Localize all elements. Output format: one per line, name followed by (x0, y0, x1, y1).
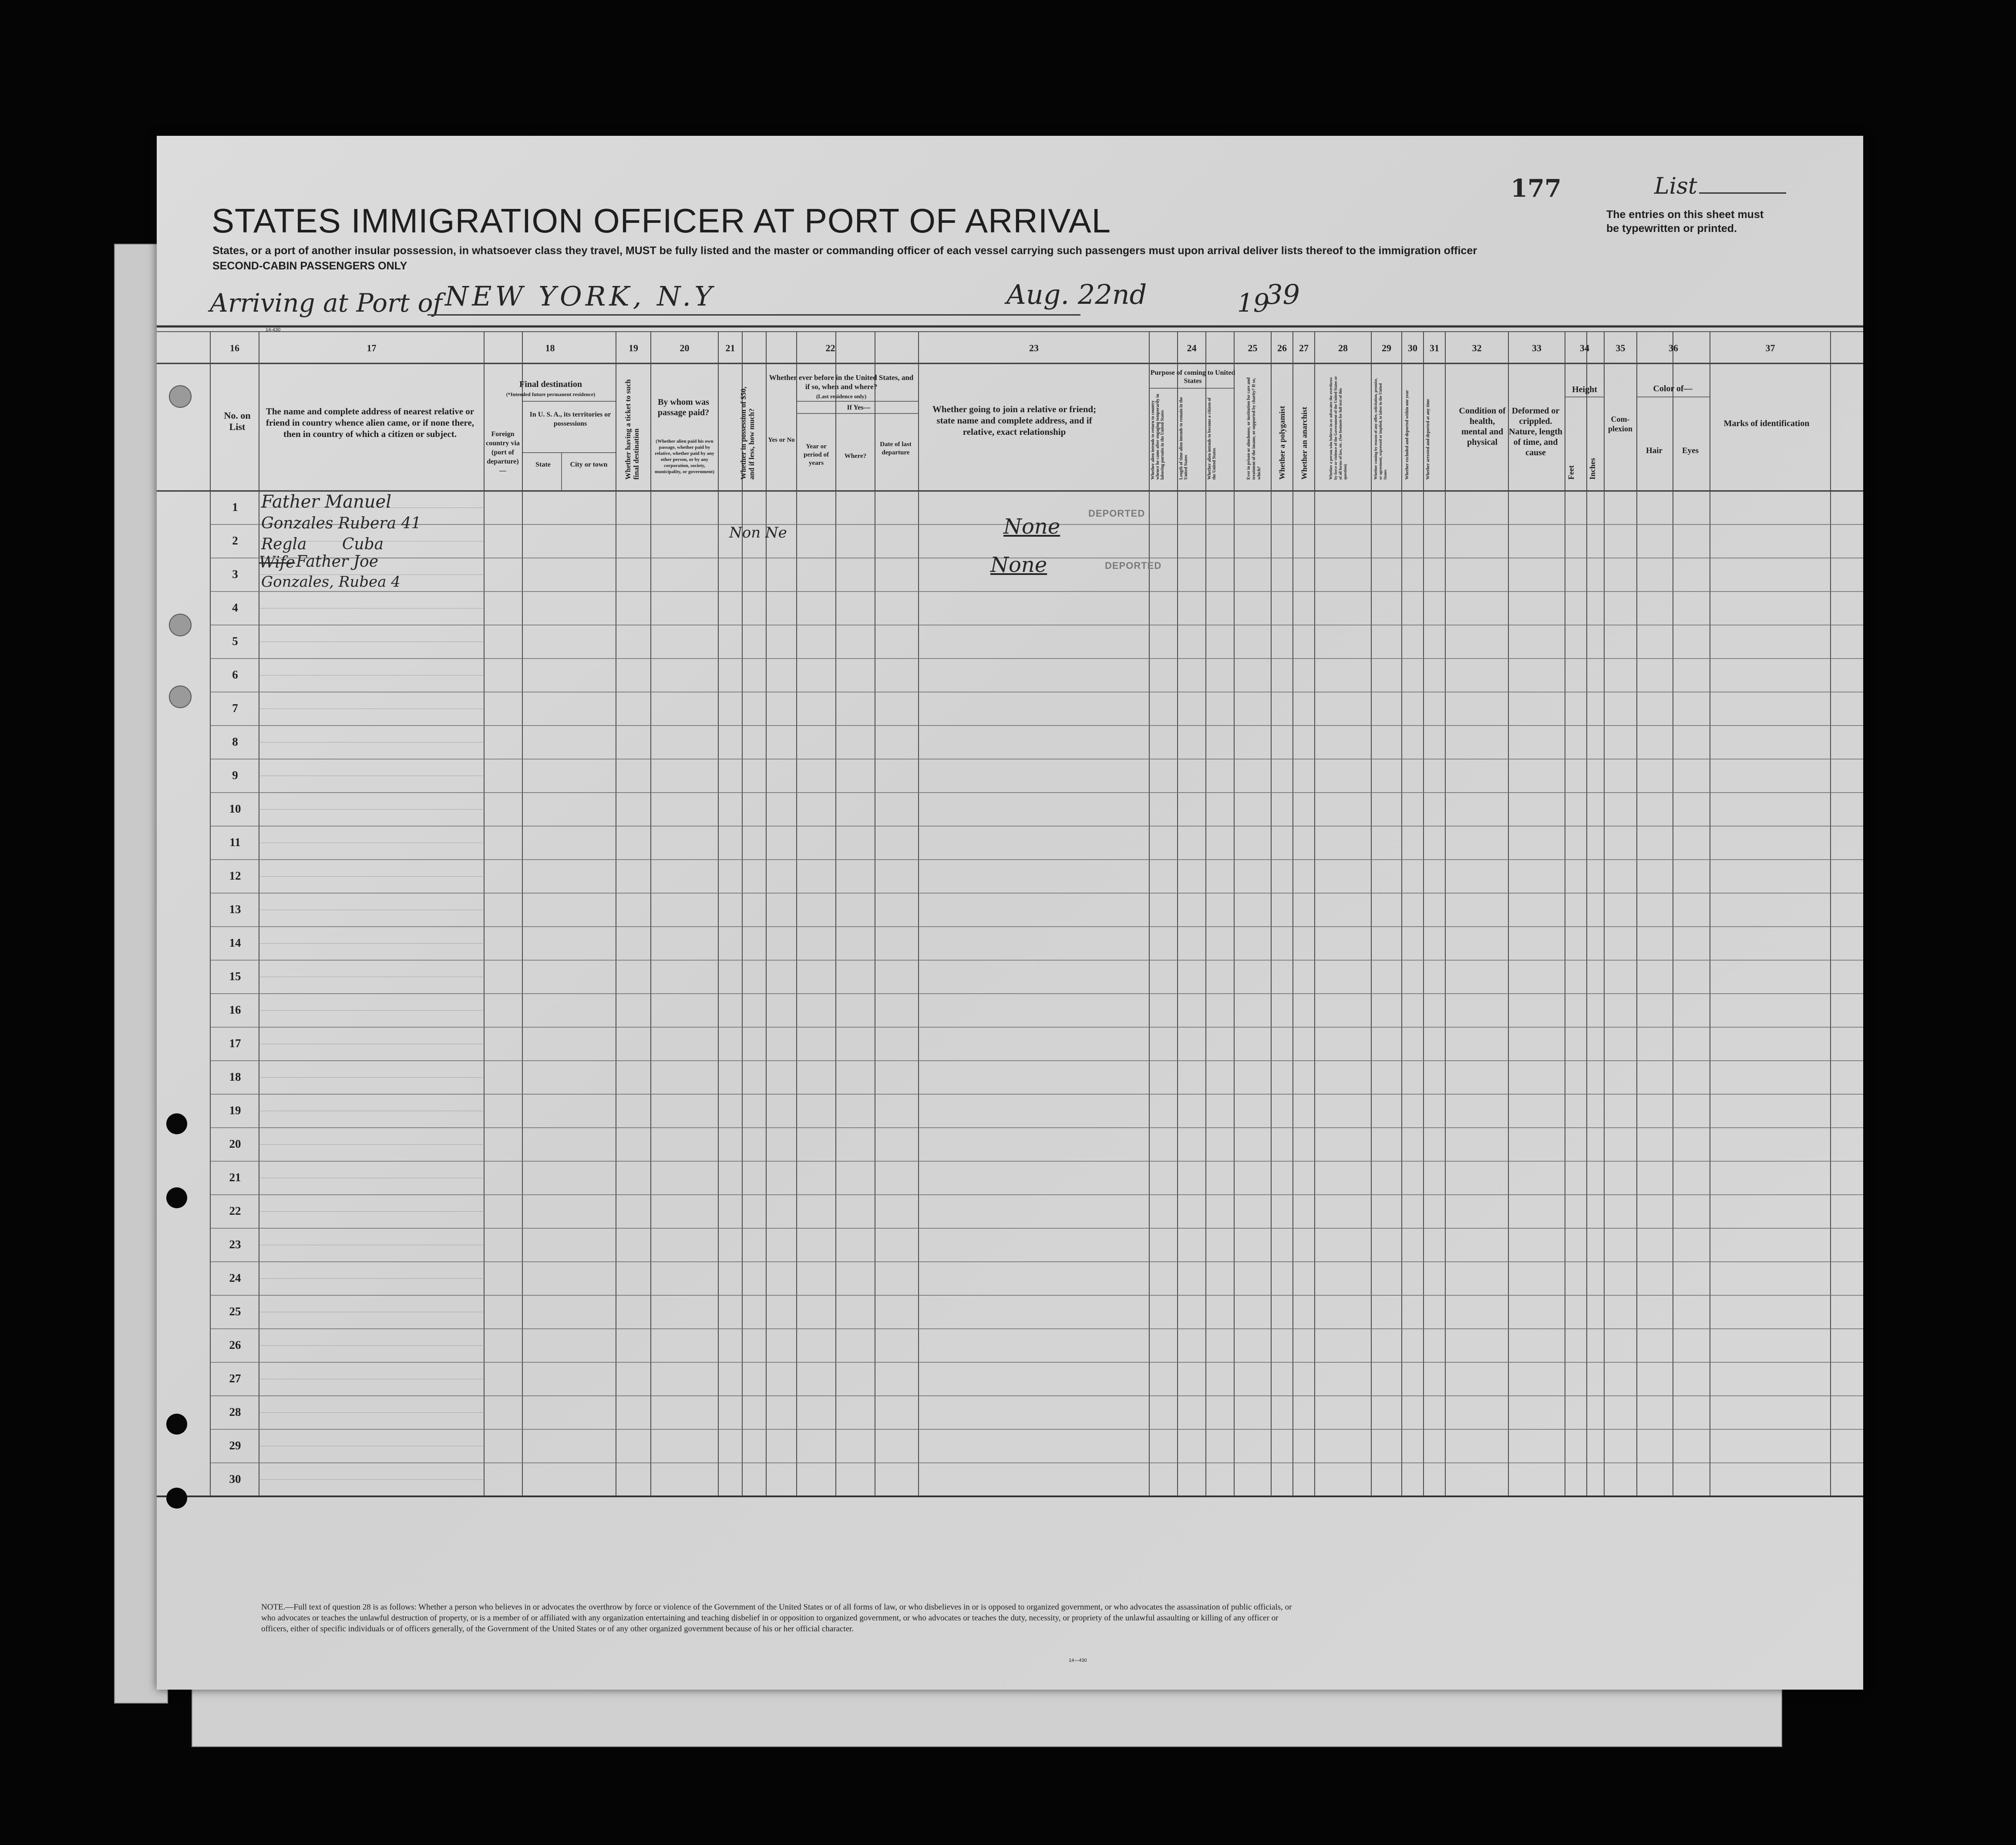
form-number: 14-430 (266, 327, 281, 333)
header-22: Whether ever before in the United States, and if so, when and where? (769, 373, 914, 391)
row-number: 23 (229, 1238, 241, 1251)
row-number: 30 (229, 1472, 241, 1485)
footnote: NOTE.—Full text of question 28 is as follows: Whether a person who believes in or advocates the overthrow by force or violence of the Government of the United States or of all forms of law, or who disbelieves in or is opposed to organized government, or who advocates the assassination of public officials, or who advocates or teaches the unlawful destruction of property, or is a member of or affiliated with any organization entertaining and teaching disbelief in or opposition to organized government, or who advocates or teaches the duty, necessity, or propriety of the unlawful assaulting or killing of any officer or officers, either of specific individuals or of officers generally, of the Government of the United States or of any other organized government because of his or her official character. (261, 1603, 1292, 1633)
column-number-16: 16 (230, 343, 239, 353)
header-34: Height (1572, 385, 1597, 394)
header-22-where: Where? (844, 453, 867, 460)
page-title: STATES IMMIGRATION OFFICER AT PORT OF ARRIVAL (212, 202, 1111, 240)
header-36-eyes: Eyes (1682, 446, 1699, 455)
row-number: 10 (229, 802, 241, 815)
arriving-label: Arriving at Port of (210, 288, 442, 318)
column-number-17: 17 (367, 343, 377, 353)
header-24-v2: Length of time alien intends to remain in the United States (1179, 397, 1188, 480)
column-number-20: 20 (680, 343, 690, 353)
row-number: 26 (229, 1338, 241, 1351)
binder-hole (169, 614, 192, 636)
binder-hole (169, 385, 192, 408)
header-31: Whether arrested and deported at any time (1426, 399, 1430, 480)
header-20-sub: (Whether alien paid his own passage, whether paid by relative, whether paid by any other person, or by any corporation, society, municipality, or government) (655, 439, 714, 474)
column-number-22: 22 (825, 343, 835, 353)
row-number: 3 (232, 568, 238, 581)
header-18-sub: (*Intended future permanent residence) (506, 391, 596, 397)
header-18-state: State (535, 461, 551, 468)
header-34-feet: Feet (1567, 465, 1575, 480)
manifest-sheet (157, 136, 1863, 1690)
year-handwritten: 39 (1265, 279, 1300, 310)
row-number: 19 (229, 1104, 241, 1117)
row-number: 6 (232, 668, 238, 681)
row-number: 22 (229, 1204, 241, 1217)
port-handwritten: NEW YORK, N.Y (445, 280, 716, 312)
row-number: 12 (229, 869, 241, 882)
column-number-25: 25 (1248, 343, 1258, 353)
header-35: Com-plexion (1608, 415, 1632, 433)
header-33: Deformed or crippled. Nature, length of time, and cause (1509, 406, 1562, 457)
header-20: By whom was passage paid? (657, 397, 710, 417)
header-34-inches: Inches (1588, 457, 1597, 480)
deported-stamp-1: DEPORTED (1088, 508, 1145, 519)
passage-paid-entry: Non Ne (729, 524, 787, 541)
header-29: Whether coming by reason of any offer, solicitation, promise, or agreement, expressed or implied, to labor in the United States (1373, 378, 1387, 480)
header-24-v3: Whether alien intends to become a citizen of the United States (1207, 397, 1217, 480)
deported-stamp-2: DEPORTED (1105, 560, 1162, 571)
header-25: Ever in prison or almshouse, or institution for care and treatment of the insane, or supported by charity? If so, which? (1246, 377, 1262, 480)
relative-line-5: Gonzales, Rubea 4 (261, 573, 401, 591)
row-number: 29 (229, 1439, 241, 1452)
header-21: Whether in possession of $50, and if less, how much? (739, 386, 756, 480)
row-number: 4 (232, 601, 238, 614)
column-number-35: 35 (1615, 343, 1626, 353)
row-number: 2 (232, 534, 238, 547)
header-18-foreign: Foreign country via (port of departure)— (486, 430, 520, 474)
column-number-29: 29 (1382, 343, 1391, 353)
header-18: Final destination (519, 380, 582, 389)
header-17: The name and complete address of nearest relative or friend in country whence alien came, or if none there, then in country of which a citizen or subject. (266, 406, 475, 439)
column-number-30: 30 (1408, 343, 1417, 353)
join-relative-row-2: None (990, 553, 1047, 577)
year-printed: 19 (1237, 288, 1269, 318)
row-number: 9 (232, 769, 238, 782)
relative-line-4: Father Joe (296, 553, 379, 571)
column-number-28: 28 (1338, 343, 1348, 353)
row-number: 1 (232, 501, 238, 514)
date-handwritten: Aug. 22nd (1006, 279, 1147, 310)
column-number-33: 33 (1532, 343, 1541, 353)
column-number-23: 23 (1029, 343, 1039, 353)
header-36: Color of— (1653, 384, 1693, 393)
header-18-usa: In U. S. A., its territories or possessions (529, 411, 611, 427)
row-number: 16 (229, 1003, 241, 1016)
column-number-37: 37 (1765, 343, 1775, 353)
instruction-text: States, or a port of another insular possession, in whatsoever class they travel, MUST be fully listed and the master or commanding officer of each vessel carrying such passengers must upon arrival deliver lists thereof to the immigration officer (212, 245, 1477, 257)
cabin-class: SECOND-CABIN PASSENGERS ONLY (212, 260, 407, 272)
relative-line-3: Regla Cuba (261, 535, 384, 553)
header-22-date: Date of last departure (880, 441, 912, 456)
column-number-34: 34 (1580, 343, 1589, 353)
header-24: Purpose of coming to United States (1150, 369, 1235, 385)
column-number-18: 18 (545, 343, 555, 353)
column-number-24: 24 (1187, 343, 1197, 353)
column-number-21: 21 (725, 343, 735, 353)
header-24-v1: Whether alien intends to return to country whence he came after engaging temporarily in laboring pursuits in the United States (1151, 394, 1165, 480)
header-16: No. on List (224, 410, 251, 432)
binder-hole (166, 1414, 187, 1435)
binder-hole (166, 1113, 187, 1134)
header-26: Whether a polygamist (1278, 406, 1286, 480)
manifest-grid (157, 136, 1863, 1690)
column-number-36: 36 (1669, 343, 1678, 353)
row-number: 28 (229, 1405, 241, 1418)
form-number-bottom: 14—430 (1069, 1658, 1087, 1663)
header-22-sub: (Last residence only) (816, 393, 867, 400)
relative-line-1: Father Manuel (261, 492, 392, 512)
row-number: 18 (229, 1070, 241, 1083)
row-number: 21 (229, 1171, 241, 1184)
binder-hole (169, 686, 192, 708)
header-22-if-yes: If Yes— (847, 404, 871, 411)
header-18-city: City or town (570, 461, 608, 468)
relative-line-2: Gonzales Rubera 41 (261, 514, 421, 532)
column-number-27: 27 (1299, 343, 1309, 353)
header-27: Whether an anarchist (1300, 407, 1309, 480)
column-number-26: 26 (1277, 343, 1287, 353)
column-number-19: 19 (629, 343, 638, 353)
row-number: 20 (229, 1137, 241, 1150)
binder-hole (166, 1488, 187, 1509)
row-number: 24 (229, 1271, 241, 1284)
row-number: 8 (232, 735, 238, 748)
join-relative-row-1: None (1003, 514, 1060, 539)
header-36-hair: Hair (1646, 446, 1663, 455)
row-number: 27 (229, 1372, 241, 1385)
binder-hole (166, 1187, 187, 1208)
header-19: Whether having a ticket to such final destination (624, 379, 640, 480)
header-23: Whether going to join a relative or friend; state name and complete address, and if relative, exact relationship (932, 404, 1097, 437)
row-number: 5 (232, 635, 238, 648)
list-number: 177 (1511, 174, 1562, 203)
header-22-yes-no: Yes or No (768, 437, 795, 444)
relative-line-4-struck: Wife (259, 554, 295, 571)
row-number: 7 (232, 702, 238, 715)
column-number-32: 32 (1472, 343, 1482, 353)
header-30: Whether excluded and deported within one year (1405, 390, 1410, 480)
header-37: Marks of identification (1723, 419, 1810, 428)
row-number: 25 (229, 1305, 241, 1318)
header-22-years: Year or period of years (804, 443, 829, 467)
row-number: 14 (229, 936, 241, 949)
header-32: Condition of health, mental and physical (1459, 406, 1506, 447)
row-number: 15 (229, 970, 241, 983)
header-28: Whether a person who believes in or advocates the overthrow by force or violence of the Government of the United States or of all forms of law, etc. (See footnote for full text of this question) (1329, 376, 1347, 480)
column-number-31: 31 (1430, 343, 1439, 353)
list-label: List (1654, 173, 1697, 199)
row-number: 17 (229, 1037, 241, 1050)
row-number: 13 (229, 903, 241, 916)
typewritten-note: The entries on this sheet must be typewritten or printed. (1606, 208, 1764, 235)
row-number: 11 (229, 836, 241, 849)
